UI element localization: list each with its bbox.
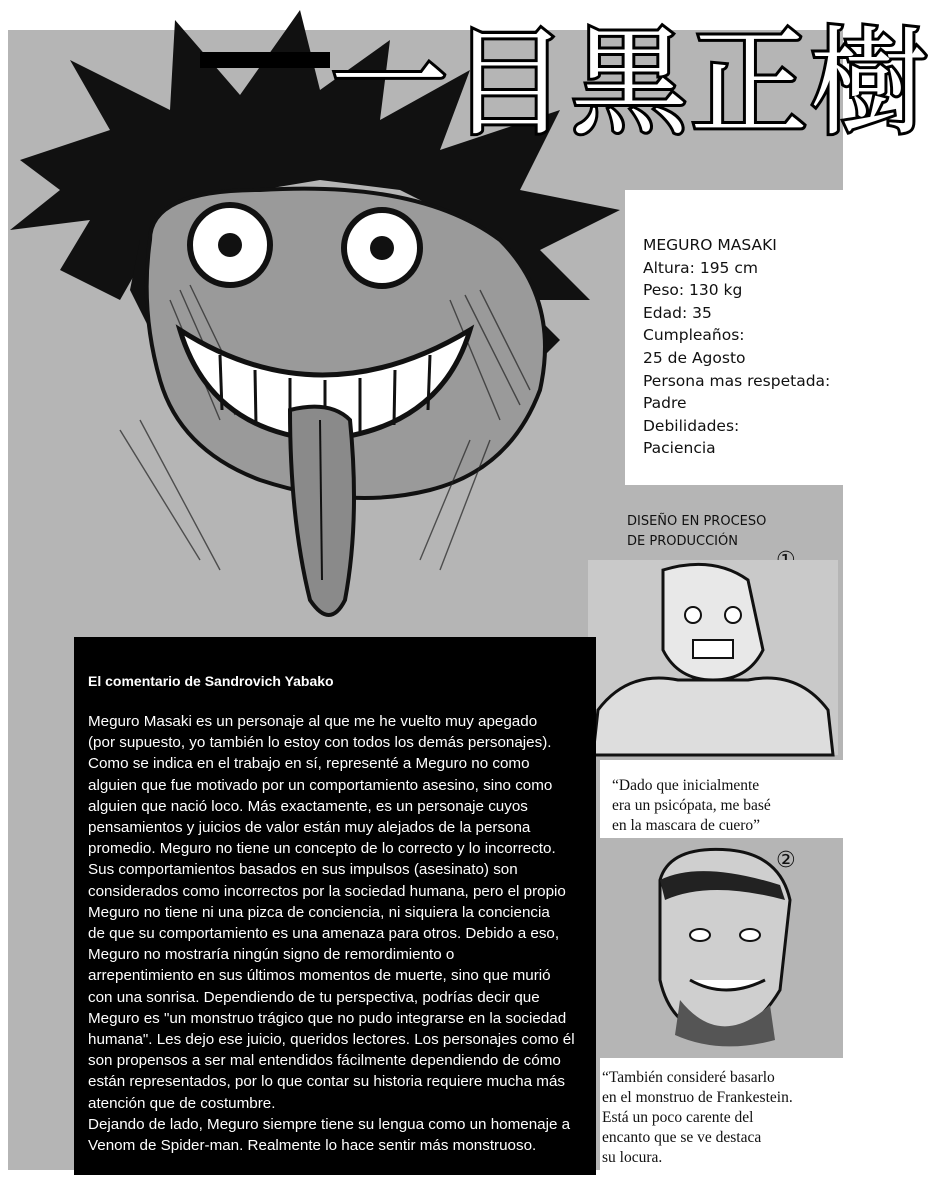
design-quote-1 (612, 776, 771, 836)
comment-line: Meguro no mostraría ningún signo de remordimiento o (88, 946, 455, 964)
comment-line: humana". Les dejo ese juicio, queridos lectores. Los personajes como él (88, 1031, 575, 1049)
design-heading (627, 512, 837, 552)
design-quote-2 (602, 1068, 793, 1168)
comment-line: atención que de costumbre. (88, 1094, 276, 1112)
quote-line: “También consideré basarlo (602, 1069, 775, 1086)
design-heading-line: DE PRODUCCIÓN (627, 534, 738, 549)
comment-line: Sus comportamientos basados en sus impulsos (asesinato) son (88, 861, 518, 879)
comment-line: están representados, por lo que contar su historia requiere mucha más (88, 1073, 565, 1091)
comment-line: Como se indica en el trabajo en sí, representé a Meguro no como (88, 755, 530, 773)
design-heading-line: DISEÑO EN PROCESO (627, 514, 767, 529)
comment-title: El comentario de Sandrovich Yabako (88, 673, 334, 689)
comment-line: promedio. Meguro no tiene un concepto de lo correcto y lo incorrecto. (88, 840, 556, 858)
profile-birthday-label: Cumpleaños: (643, 326, 745, 345)
comment-line: arrepentimiento en sus últimos momentos de muerte, sino que murió (88, 967, 551, 985)
comment-line: con una sonrisa. Dependiendo de tu perspectiva, podrías decir que (88, 988, 540, 1006)
profile-respected-label: Persona mas respetada: (643, 371, 831, 390)
profile-panel (625, 190, 843, 485)
profile-height: Altura: 195 cm (643, 258, 758, 277)
comment-line: (por supuesto, yo también lo estoy con todos los demás personajes). (88, 734, 552, 752)
profile-weakness-label: Debilidades: (643, 416, 740, 435)
profile-age: Edad: 35 (643, 303, 712, 322)
profile-birthday-value: 25 de Agosto (643, 348, 746, 367)
quote-line: en la mascara de cuero” (612, 817, 761, 834)
comment-line: alguien que nació loco. Más exactamente, es un personaje cuyos (88, 797, 528, 815)
title-dash (200, 52, 330, 68)
design-sketch-1 (588, 560, 838, 755)
quote-line: era un psicópata, me basé (612, 797, 771, 814)
quote-line: Está un poco carente del (602, 1109, 754, 1126)
profile-weight: Peso: 130 kg (643, 281, 743, 300)
comment-line: pensamientos y juicios de valor están muy alejados de la persona (88, 819, 531, 837)
comment-line: son propensos a ser mal entendidos fácilmente dependiendo de cómo (88, 1052, 561, 1070)
quote-line: “Dado que inicialmente (612, 777, 760, 794)
author-comment-box (74, 637, 596, 1175)
profile-list (643, 234, 841, 460)
comment-line: considerados como incorrectos por la sociedad humana, pero el propio (88, 882, 566, 900)
comment-line: Meguro Masaki es un personaje al que me he vuelto muy apegado (88, 713, 538, 730)
page-title: 一目黒正樹 (330, 14, 930, 152)
design-sketch-2 (630, 840, 810, 1050)
sketch-marker-2: ② (776, 848, 796, 873)
quote-line: su locura. (602, 1149, 663, 1166)
comment-line: alguien que fue motivado por un comportamiento asesino, sino como (88, 776, 553, 794)
quote-line: en el monstruo de Frankestein. (602, 1089, 793, 1106)
comment-line: Venom de Spider-man. Realmente lo hace sentir más monstruoso. (88, 1137, 537, 1155)
profile-respected-value: Padre (643, 394, 687, 413)
comment-line: Meguro es "un monstruo trágico que no pudo integrarse en la sociedad (88, 1009, 567, 1027)
comment-line: Dejando de lado, Meguro siempre tiene su lengua como un homenaje a (88, 1115, 571, 1133)
profile-name: MEGURO MASAKI (643, 236, 777, 254)
comment-body (88, 711, 593, 1156)
comment-line: de que su comportamiento es una amenaza para otros. Debido a eso, (88, 925, 560, 943)
quote-line: encanto que se ve destaca (602, 1129, 762, 1146)
profile-weakness-value: Paciencia (643, 439, 716, 458)
comment-line: Meguro no tiene ni una pizca de conciencia, ni siquiera la conciencia (88, 903, 550, 921)
